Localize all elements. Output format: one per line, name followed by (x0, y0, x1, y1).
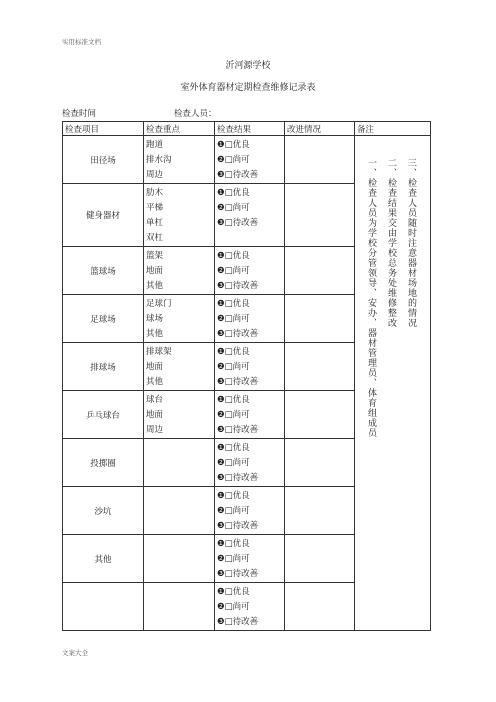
inspection-point: 肋木 (146, 188, 164, 198)
result-options (215, 583, 285, 631)
result-checkbox[interactable]: ❶□优良 (217, 251, 250, 261)
inspection-table (62, 121, 431, 631)
table-row (63, 136, 431, 184)
result-checkbox[interactable]: ❷□尚可 (217, 554, 250, 564)
result-options (215, 535, 285, 583)
inspection-point: 周边 (146, 170, 164, 180)
col-header-item: 检查项目 (63, 122, 144, 136)
improvement-cell[interactable] (285, 583, 355, 631)
inspection-point: 球台 (146, 395, 164, 405)
form-title: 室外体育器材定期检查维修记录表 (180, 83, 316, 93)
inspection-point: 其他 (146, 329, 164, 339)
inspection-point: 球场 (146, 314, 164, 324)
inspection-points (144, 439, 215, 487)
improvement-cell[interactable] (285, 535, 355, 583)
inspection-point: 平梯 (146, 203, 164, 213)
inspection-point: 双杠 (146, 233, 164, 243)
col-header-points: 检查重点 (144, 122, 215, 136)
inspection-points (144, 184, 215, 247)
inspection-point: 地面 (146, 362, 164, 372)
result-checkbox[interactable]: ❸□待改善 (217, 170, 259, 180)
inspection-point: 篮架 (146, 251, 164, 261)
remarks-cell (355, 136, 431, 631)
result-checkbox[interactable]: ❶□优良 (217, 347, 250, 357)
result-checkbox[interactable]: ❸□待改善 (217, 425, 259, 435)
result-checkbox[interactable]: ❶□优良 (217, 491, 250, 501)
inspection-point: 排球架 (146, 347, 172, 357)
result-checkbox[interactable]: ❶□优良 (217, 299, 250, 309)
improvement-cell[interactable] (285, 184, 355, 247)
inspection-point: 其他 (146, 281, 164, 291)
inspection-item: 篮球场 (63, 247, 144, 295)
result-options (215, 295, 285, 343)
result-checkbox[interactable]: ❷□尚可 (217, 155, 250, 165)
col-header-remarks: 备注 (355, 122, 431, 136)
result-checkbox[interactable]: ❷□尚可 (217, 362, 250, 372)
remark-note: 三、检查人员随时注意器材场地的情况 (406, 158, 416, 328)
inspection-points (144, 343, 215, 391)
inspection-points (144, 583, 215, 631)
inspection-points (144, 391, 215, 439)
inspection-item: 乒乓球台 (63, 391, 144, 439)
inspection-point: 地面 (146, 266, 164, 276)
page-footer: 文案大全 (62, 649, 88, 657)
result-options (215, 247, 285, 295)
inspection-point: 单杠 (146, 218, 164, 228)
col-header-improvement: 改进情况 (285, 122, 355, 136)
inspection-item: 投掷圈 (63, 439, 144, 487)
result-checkbox[interactable]: ❸□待改善 (217, 617, 259, 627)
inspection-item: 健身器材 (63, 184, 144, 247)
inspection-points (144, 535, 215, 583)
inspection-points (144, 247, 215, 295)
inspection-item: 排球场 (63, 343, 144, 391)
result-checkbox[interactable]: ❶□优良 (217, 587, 250, 597)
result-checkbox[interactable]: ❸□待改善 (217, 218, 259, 228)
result-checkbox[interactable]: ❷□尚可 (217, 602, 250, 612)
result-options (215, 487, 285, 535)
result-checkbox[interactable]: ❸□待改善 (217, 473, 259, 483)
result-checkbox[interactable]: ❷□尚可 (217, 410, 250, 420)
result-checkbox[interactable]: ❸□待改善 (217, 281, 259, 291)
result-checkbox[interactable]: ❷□尚可 (217, 314, 250, 324)
inspection-point: 周边 (146, 425, 164, 435)
inspection-point: 足球门 (146, 299, 172, 309)
result-checkbox[interactable]: ❷□尚可 (217, 203, 250, 213)
result-options (215, 439, 285, 487)
result-checkbox[interactable]: ❸□待改善 (217, 521, 259, 531)
improvement-cell[interactable] (285, 439, 355, 487)
school-name: 沂河源学校 (225, 61, 271, 71)
improvement-cell[interactable] (285, 295, 355, 343)
inspection-point: 跑道 (146, 140, 164, 150)
result-checkbox[interactable]: ❶□优良 (217, 395, 250, 405)
col-header-result: 检查结果 (215, 122, 285, 136)
page-header: 实用标准文档 (62, 38, 101, 46)
result-options (215, 343, 285, 391)
result-checkbox[interactable]: ❶□优良 (217, 140, 250, 150)
result-checkbox[interactable]: ❷□尚可 (217, 266, 250, 276)
result-checkbox[interactable]: ❸□待改善 (217, 329, 259, 339)
inspection-points (144, 487, 215, 535)
result-checkbox[interactable]: ❷□尚可 (217, 458, 250, 468)
inspector-label: 检查人员： (174, 109, 217, 119)
result-checkbox[interactable]: ❸□待改善 (217, 377, 259, 387)
remark-note: 一、检查人员为学校分管领导、安办、器材管理员、体育组成员 (366, 158, 376, 438)
improvement-cell[interactable] (285, 391, 355, 439)
improvement-cell[interactable] (285, 343, 355, 391)
result-checkbox[interactable]: ❸□待改善 (217, 569, 259, 579)
table-header-row (63, 122, 431, 136)
inspection-item: 田径场 (63, 136, 144, 184)
inspection-points (144, 295, 215, 343)
result-checkbox[interactable]: ❶□优良 (217, 539, 250, 549)
inspection-item: 其他 (63, 535, 144, 583)
improvement-cell[interactable] (285, 247, 355, 295)
inspection-item: 沙坑 (63, 487, 144, 535)
inspection-points (144, 136, 215, 184)
remark-note: 二、检查结果交由学校总务处维修整改 (386, 158, 396, 328)
inspection-time-label: 检查时间 (62, 109, 97, 119)
result-options (215, 136, 285, 184)
result-checkbox[interactable]: ❷□尚可 (217, 506, 250, 516)
inspection-item: 足球场 (63, 295, 144, 343)
inspection-item (63, 583, 144, 631)
result-checkbox[interactable]: ❶□优良 (217, 443, 250, 453)
inspection-point: 其他 (146, 377, 164, 387)
improvement-cell[interactable] (285, 487, 355, 535)
inspection-point: 地面 (146, 410, 164, 420)
inspection-point: 排水沟 (146, 155, 172, 165)
result-options (215, 391, 285, 439)
result-options (215, 184, 285, 247)
improvement-cell[interactable] (285, 136, 355, 184)
result-checkbox[interactable]: ❶□优良 (217, 188, 250, 198)
